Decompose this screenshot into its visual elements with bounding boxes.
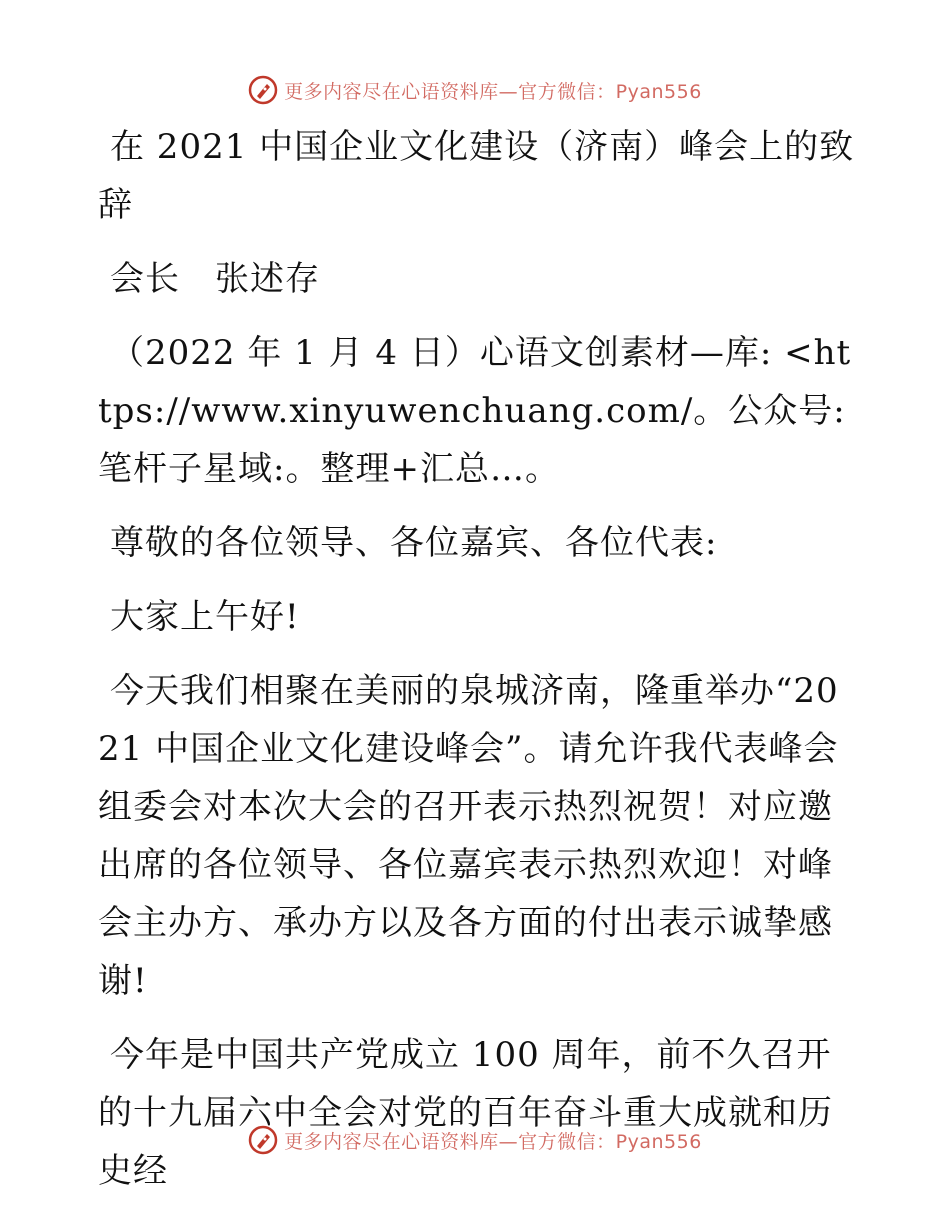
document-body: [98, 118, 858, 1216]
date-source-line: （2022 年 1 月 4 日）心语文创素材—库: <https://www.xinyuwenchuang.com/。公众号: 笔杆子星域:。整理+汇总…。: [98, 333, 852, 489]
watermark-text: 更多内容尽在心语资料库—官方微信：Pyan556: [284, 80, 702, 103]
footer-watermark-banner: [0, 1120, 950, 1160]
salutation: 尊敬的各位领导、各位嘉宾、各位代表:: [110, 523, 718, 563]
header-watermark-banner: [0, 70, 950, 110]
author-line: 会长 张述存: [110, 259, 320, 299]
pen-nib-logo-icon: [248, 1125, 278, 1155]
watermark-text: 更多内容尽在心语资料库—官方微信：Pyan556: [284, 1130, 702, 1153]
pen-nib-logo-icon: [248, 75, 278, 105]
paragraph-2: 今年是中国共产党成立 100 周年，前不久召开的十九届六中全会对党的百年奋斗重大成就和历史经: [98, 1035, 833, 1191]
document-title: 在 2021 中国企业文化建设（济南）峰会上的致辞: [98, 127, 855, 225]
paragraph-1: 今天我们相聚在美丽的泉城济南，隆重举办“2021 中国企业文化建设峰会”。请允许我代表峰会组委会对本次大会的召开表示热烈祝贺！对应邀出席的各位领导、各位嘉宾表示热烈欢迎！对峰会主办方、承办方以及各方面的付出表示诚挚感谢!: [98, 671, 839, 1001]
greeting: 大家上午好!: [110, 597, 300, 637]
